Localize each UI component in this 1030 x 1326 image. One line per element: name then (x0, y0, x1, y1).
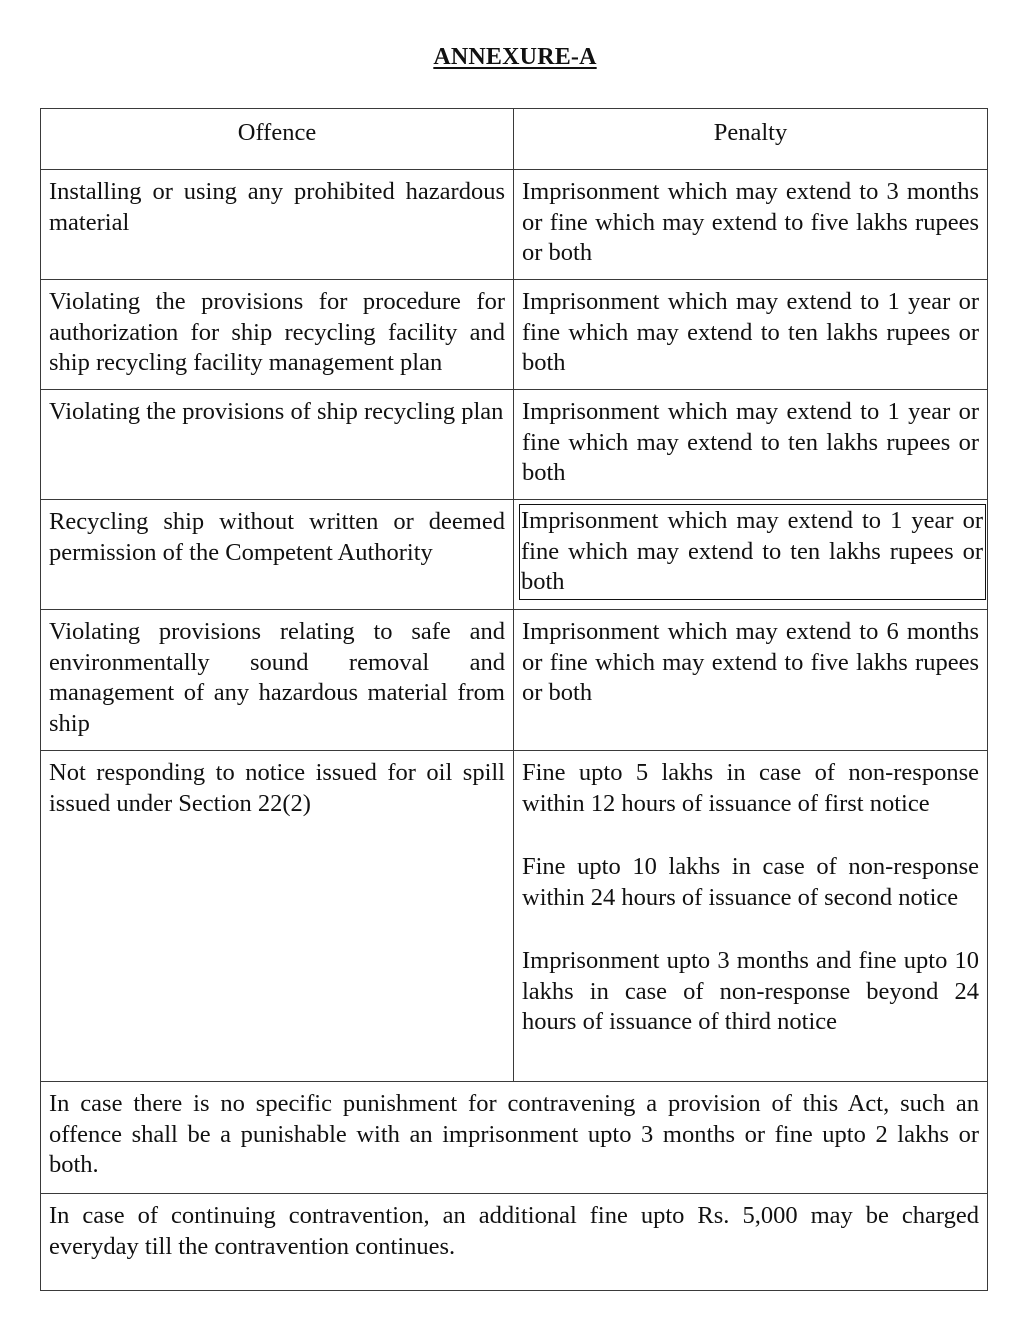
offence-cell: Violating the provisions for procedure for authorization for ship recycling facility and ship recycling facility management plan (41, 280, 514, 390)
penalty-cell: Imprisonment which may extend to 6 months or fine which may extend to five lakhs rupees or both (514, 610, 988, 751)
penalty-cell-selected[interactable] (514, 500, 988, 610)
offence-cell: Violating provisions relating to safe and environmentally sound removal and management of any hazardous material from ship (41, 610, 514, 751)
offence-cell: Installing or using any prohibited hazardous material (41, 170, 514, 280)
table-row (41, 500, 988, 610)
table-row (41, 751, 988, 1082)
table-row (41, 390, 988, 500)
offence-cell: Recycling ship without written or deemed permission of the Competent Authority (41, 500, 514, 610)
note-row (41, 1194, 988, 1291)
note-row (41, 1082, 988, 1194)
selected-penalty-text[interactable]: Imprisonment which may extend to 1 year or fine which may extend to ten lakhs rupees or both (519, 504, 986, 600)
table-row (41, 280, 988, 390)
penalty-cell: Imprisonment which may extend to 1 year or fine which may extend to ten lakhs rupees or both (514, 280, 988, 390)
penalty-cell (514, 751, 988, 1082)
penalty-cell: Imprisonment which may extend to 3 months or fine which may extend to five lakhs rupees or both (514, 170, 988, 280)
penalty-paragraph: Fine upto 5 lakhs in case of non-response within 12 hours of issuance of first notice (522, 759, 979, 817)
penalty-column-header: Penalty (514, 109, 988, 170)
table-row (41, 610, 988, 751)
penalty-paragraph: Fine upto 10 lakhs in case of non-response within 24 hours of issuance of second notice (522, 853, 979, 911)
general-punishment-note: In case there is no specific punishment for contravening a provision of this Act, such an offence shall be a punishable with an imprisonment upto 3 months or fine upto 2 lakhs or both. (41, 1082, 988, 1194)
continuing-contravention-note: In case of continuing contravention, an additional fine upto Rs. 5,000 may be charged everyday till the contravention continues. (41, 1194, 988, 1291)
offence-cell: Violating the provisions of ship recycling plan (41, 390, 514, 500)
penalty-paragraph: Imprisonment upto 3 months and fine upto 10 lakhs in case of non-response beyond 24 hours of issuance of third notice (522, 947, 979, 1035)
annexure-title: ANNEXURE-A (433, 44, 597, 70)
offence-column-header: Offence (41, 109, 514, 170)
offence-cell: Not responding to notice issued for oil spill issued under Section 22(2) (41, 751, 514, 1082)
penalty-cell: Imprisonment which may extend to 1 year or fine which may extend to ten lakhs rupees or both (514, 390, 988, 500)
table-row (41, 170, 988, 280)
table-header-row (41, 109, 988, 170)
offence-penalty-table (40, 108, 988, 1291)
